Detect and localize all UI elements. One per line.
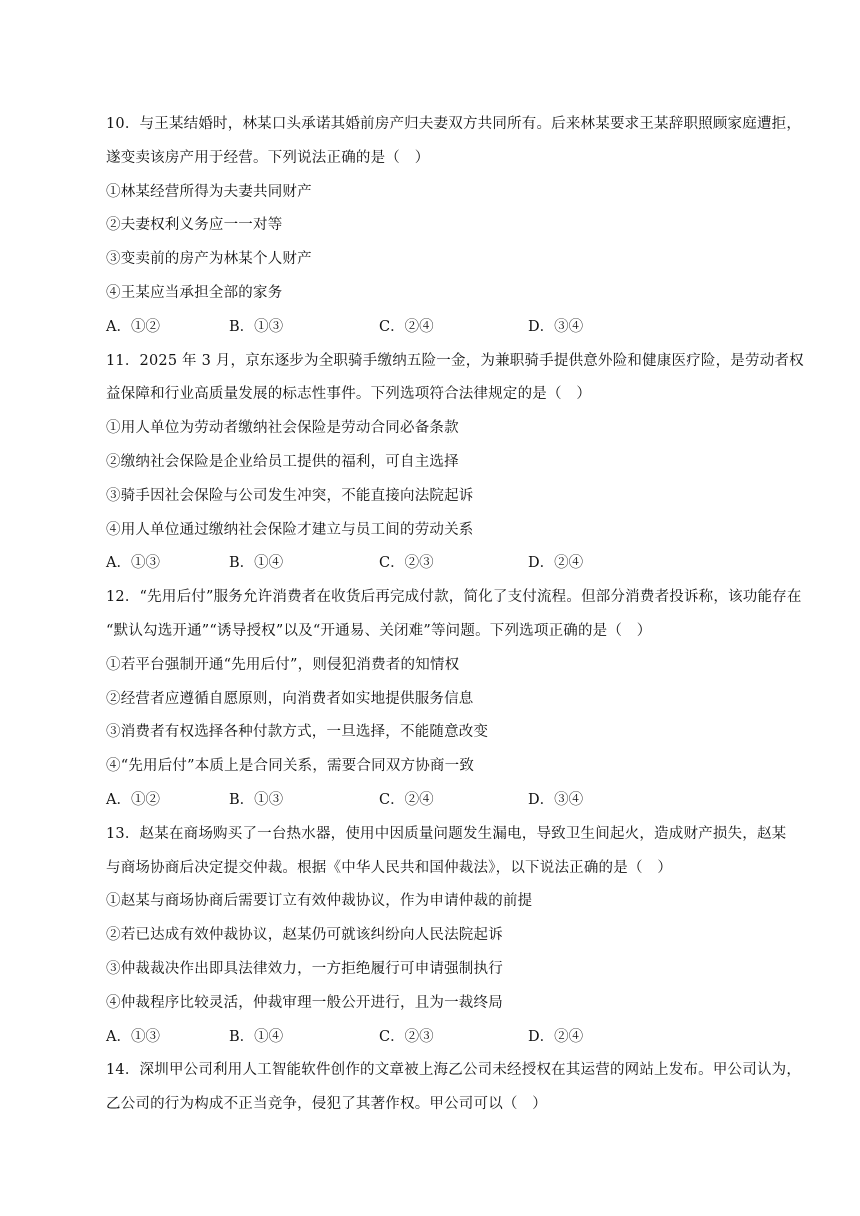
- statement-item: ①用人单位为劳动者缴纳社会保险是劳动合同必备条款: [106, 420, 459, 437]
- question-stem-line: 与商场协商后决定提交仲裁。根据《中华人民共和国仲裁法》，以下说法正确的是（ ）: [106, 859, 673, 876]
- answer-option-a: A．①②: [106, 792, 160, 808]
- answer-option-a: A．①③: [106, 555, 160, 572]
- answer-option-d: D．③④: [528, 792, 584, 808]
- answer-option-b: B．①③: [229, 318, 284, 335]
- statement-item: ④“先用后付”本质上是合同关系，需要合同双方协商一致: [106, 758, 475, 775]
- question-stem-line: 13．赵某在商场购买了一台热水器，使用中因质量问题发生漏电，导致卫生间起火，造成财产损失，赵某: [106, 825, 787, 842]
- statement-item: ③仲裁裁决作出即具法律效力，一方拒绝履行可申请强制执行: [106, 961, 503, 977]
- statement-item: ①林某经营所得为夫妻共同财产: [106, 183, 312, 200]
- answer-option-c: C．②③: [379, 1028, 434, 1045]
- statement-item: ②经营者应遵循自愿原则，向消费者如实地提供服务信息: [106, 690, 474, 707]
- statement-item: ④王某应当承担全部的家务: [106, 285, 283, 301]
- statement-item: ③骑手因社会保险与公司发生冲突，不能直接向法院起诉: [106, 487, 474, 504]
- question-stem-line: “默认勾选开通”“诱导授权”以及“开通易、关闭难”等问题。下列选项正确的是（ ）: [106, 623, 652, 639]
- answer-option-c: C．②④: [379, 792, 434, 808]
- question-stem-line: 14．深圳甲公司利用人工智能软件创作的文章被上海乙公司未经授权在其运营的网站上发布。甲公司认为，: [106, 1062, 802, 1079]
- answer-option-d: D．②④: [528, 555, 584, 572]
- question-stem-line: 遂变卖该房产用于经营。下列说法正确的是（ ）: [106, 149, 430, 166]
- statement-item: ④用人单位通过缴纳社会保险才建立与员工间的劳动关系: [106, 521, 474, 538]
- statement-item: ④仲裁程序比较灵活，仲裁审理一般公开进行，且为一裁终局: [106, 994, 503, 1011]
- answer-option-a: A．①③: [106, 1028, 160, 1045]
- question-stem-line: 益保障和行业高质量发展的标志性事件。下列选项符合法律规定的是（ ）: [106, 386, 592, 403]
- statement-item: ②缴纳社会保险是企业给员工提供的福利，可自主选择: [106, 454, 459, 470]
- statement-item: ①赵某与商场协商后需要订立有效仲裁协议，作为申请仲裁的前提: [106, 893, 533, 910]
- statement-item: ②夫妻权利义务应一一对等: [106, 217, 283, 234]
- question-stem-line: 12．“先用后付”服务允许消费者在收货后再完成付款，简化了支付流程。但部分消费者投诉称，该功能存在: [106, 589, 802, 606]
- question-stem-line: 乙公司的行为构成不正当竞争，侵犯了其著作权。甲公司可以（ ）: [106, 1096, 547, 1113]
- answer-option-b: B．①④: [229, 555, 284, 572]
- answer-option-b: B．①③: [229, 792, 284, 808]
- answer-option-d: D．③④: [528, 318, 584, 335]
- answer-option-d: D．②④: [528, 1028, 584, 1045]
- answer-option-c: C．②④: [379, 318, 434, 335]
- statement-item: ①若平台强制开通“先用后付”，则侵犯消费者的知情权: [106, 656, 460, 673]
- statement-item: ②若已达成有效仲裁协议，赵某仍可就该纠纷向人民法院起诉: [106, 927, 503, 944]
- answer-option-b: B．①④: [229, 1028, 284, 1045]
- question-stem-line: 11．2025 年 3 月，京东逐步为全职骑手缴纳五险一金，为兼职骑手提供意外险和健康医疗险，是劳动者权: [106, 352, 804, 369]
- statement-item: ③消费者有权选择各种付款方式，一旦选择，不能随意改变: [106, 724, 489, 741]
- statement-item: ③变卖前的房产为林某个人财产: [106, 251, 312, 268]
- answer-option-a: A．①②: [106, 318, 160, 335]
- answer-option-c: C．②③: [379, 555, 434, 572]
- question-stem-line: 10．与王某结婚时，林某口头承诺其婚前房产归夫妻双方共同所有。后来林某要求王某辞职照顾家庭遭拒，: [106, 116, 802, 132]
